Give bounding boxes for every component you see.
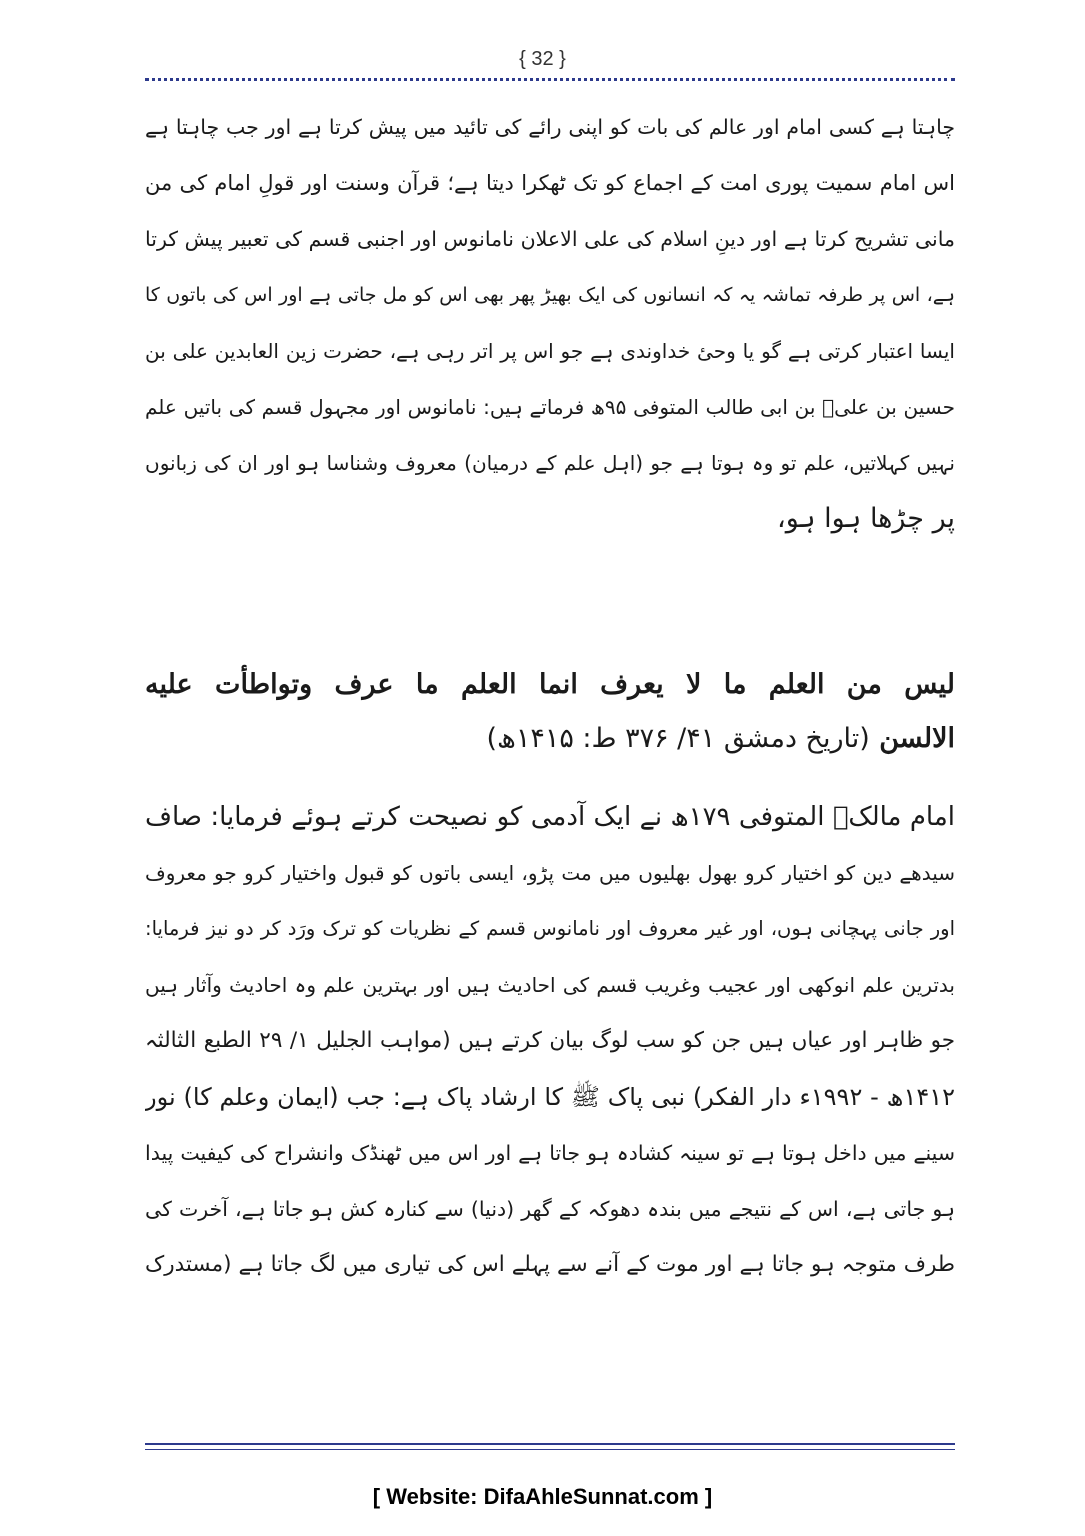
bottom-divider-thin [145, 1449, 955, 1450]
top-dotted-divider [145, 78, 955, 81]
paragraph-2-line: اور جانی پہچانی ہوں، اور غیر معروف اور نامانوس قسم کے نظریات کو ترک ورَد کر دو نیز فرمایا: [145, 917, 955, 940]
paragraph-1-line: اس امام سمیت پوری امت کے اجماع کو تک ٹھکرا دیتا ہے؛ قرآن وسنت اور قولِ امام کی من [145, 171, 955, 195]
arabic-quote [145, 660, 955, 768]
page-number: { 32 } [519, 48, 566, 70]
paragraph-1-line: چاہتا ہے کسی امام اور عالم کی بات کو اپنی رائے کی تائید میں پیش کرتا ہے اور جب چاہتا ہے [145, 115, 955, 139]
paragraph-1-line: ہے، اس پر طرفہ تماشہ یہ کہ انسانوں کی ایک بھیڑ پھر بھی اس کو مل جاتی ہے اور اس کی باتوں کا [145, 284, 955, 306]
paragraph-2-line: طرف متوجہ ہو جاتا ہے اور موت کے آنے سے پہلے اس کی تیاری میں لگ جاتا ہے (مستدرک [145, 1252, 955, 1277]
arabic-quote-line-2 [145, 714, 955, 768]
paragraph-2-line: جو ظاہر اور عیاں ہیں جن کو سب لوگ بیان کرتے ہیں (مواہب الجلیل ۱/ ۲۹ الطبع الثالثہ [145, 1028, 955, 1053]
paragraph-2-line: سینے میں داخل ہوتا ہے تو سینہ کشادہ ہو جاتا ہے اور اس میں ٹھنڈک وانشراح کی کیفیت پیدا [145, 1141, 955, 1165]
paragraph-1 [145, 100, 955, 548]
bottom-divider-thick [145, 1443, 955, 1445]
paragraph-1-line: حسین بن علیؓ بن ابی طالب المتوفی ۹۵ھ فرماتے ہیں: نامانوس اور مجہول قسم کی باتیں علم [145, 395, 955, 419]
paragraph-2-line: امام مالکؒ المتوفی ۱۷۹ھ نے ایک آدمی کو نصیحت کرتے ہوئے فرمایا: صاف [145, 802, 955, 832]
quote-reference: (تاریخ دمشق ۴۱/ ۳۷۶ ط: ۱۴۱۵ھ) [486, 723, 870, 754]
paragraph-2-line: ہو جاتی ہے، اس کے نتیجے میں بندہ دھوکہ کے گھر (دنیا) سے کنارہ کش ہو جاتا ہے، آخرت کی [145, 1197, 955, 1221]
website-footer: [ Website: DifaAhleSunnat.com ] [372, 1484, 713, 1509]
paragraph-1-line: ایسا اعتبار کرتی ہے گو یا وحیٔ خداوندی ہے جو اس پر اتر رہی ہے، حضرت زین العابدین علی بن [145, 339, 955, 363]
paragraph-2 [145, 790, 955, 1294]
paragraph-2-line: سیدھے دین کو اختیار کرو بھول بھلیوں میں مت پڑو، ایسی باتوں کو قبول واختیار کرو جو معروف [145, 861, 955, 885]
arabic-quote-line-2-text: الالسن [879, 723, 955, 754]
paragraph-2-line: بدترین علم انوکھی اور عجیب وغریب قسم کی احادیث ہیں اور بہترین علم وہ احادیث وآثار ہیں [145, 973, 955, 997]
paragraph-1-line: پر چڑھا ہوا ہو، [777, 503, 955, 534]
arabic-quote-line-1: ليس من العلم ما لا يعرف انما العلم ما عرف وتواطأت عليه [145, 669, 955, 700]
paragraph-1-line: نہیں کہلاتیں، علم تو وہ ہوتا ہے جو (اہل علم کے درمیان) معروف وشناسا ہو اور ان کی زبانوں [145, 451, 955, 475]
paragraph-1-line: مانی تشریح کرتا ہے اور دینِ اسلام کی علی الاعلان نامانوس اور اجنبی قسم کی تعبیر پیش کرتا [145, 227, 955, 251]
paragraph-2-line: ۱۴۱۲ھ - ۱۹۹۲ء دار الفکر) نبی پاک ﷺ کا ارشاد پاک ہے: جب (ایمان وعلم کا) نور [145, 1083, 955, 1111]
